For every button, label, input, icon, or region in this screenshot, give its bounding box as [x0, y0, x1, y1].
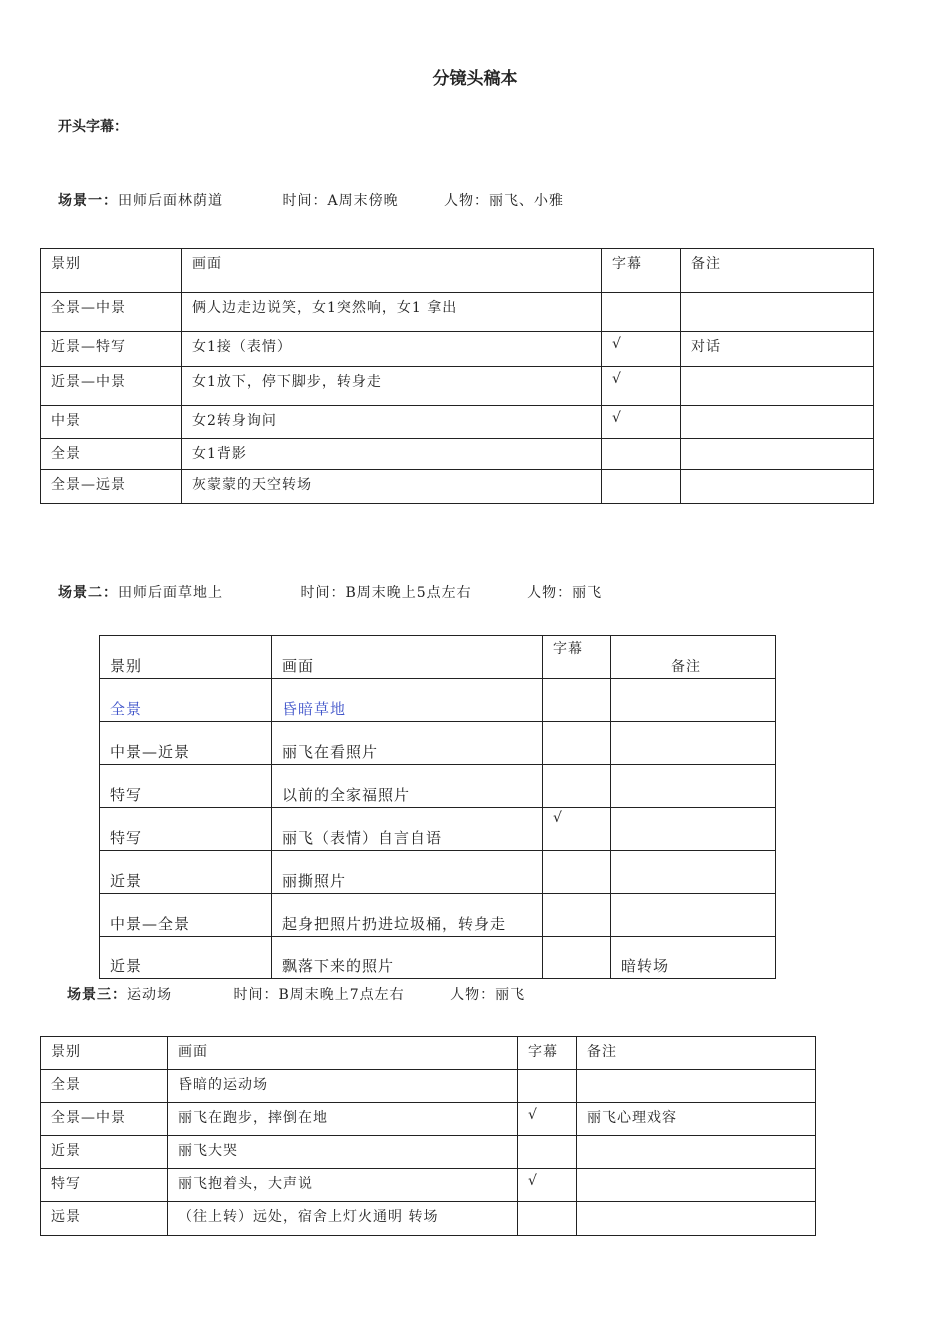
header-note: 备注 — [611, 636, 776, 679]
cell-subtitle: √ — [602, 332, 681, 367]
cell-note — [611, 765, 776, 808]
cell-picture: 女1背影 — [182, 439, 602, 470]
cell-picture: 灰蒙蒙的天空转场 — [182, 470, 602, 504]
scene1-info — [58, 190, 564, 210]
header-note: 备注 — [577, 1037, 816, 1070]
table-row — [100, 765, 776, 808]
cell-note — [611, 851, 776, 894]
cell-picture: 丽撕照片 — [272, 851, 543, 894]
scene3-time: 时间：B周末晚上7点左右 — [233, 987, 405, 1003]
cell-shot: 全景 — [100, 679, 272, 722]
cell-subtitle — [602, 439, 681, 470]
cell-picture: 女1放下，停下脚步，转身走 — [182, 367, 602, 406]
table-row — [100, 851, 776, 894]
table-row — [100, 722, 776, 765]
table-row — [41, 1136, 816, 1169]
cell-shot: 特写 — [41, 1169, 168, 1202]
header-note: 备注 — [681, 249, 874, 293]
scene1-place: 田师后面林荫道 — [118, 193, 223, 209]
table-row — [100, 679, 776, 722]
table-header-row — [41, 249, 874, 293]
header-subtitle: 字幕 — [518, 1037, 577, 1070]
cell-shot: 近景 — [41, 1136, 168, 1169]
cell-picture: 以前的全家福照片 — [272, 765, 543, 808]
cell-note: 对话 — [681, 332, 874, 367]
opening-subtitle-label: 开头字幕： — [58, 119, 128, 135]
header-shot: 景别 — [41, 1037, 168, 1070]
cell-shot: 近景 — [100, 937, 272, 979]
cell-subtitle — [543, 722, 611, 765]
scene2-label: 场景二： — [58, 585, 118, 601]
header-shot: 景别 — [100, 636, 272, 679]
cell-shot: 全景—中景 — [41, 293, 182, 332]
table-row — [100, 937, 776, 979]
cell-shot: 中景—全景 — [100, 894, 272, 937]
cell-note — [577, 1070, 816, 1103]
cell-note — [681, 367, 874, 406]
cell-picture: 俩人边走边说笑，女1突然响，女1 拿出 — [182, 293, 602, 332]
cell-note — [681, 439, 874, 470]
cell-note — [681, 293, 874, 332]
cell-note — [577, 1136, 816, 1169]
cell-subtitle: √ — [602, 406, 681, 439]
table-row — [41, 406, 874, 439]
table-header-row — [41, 1037, 816, 1070]
cell-subtitle — [602, 293, 681, 332]
cell-shot: 中景—近景 — [100, 722, 272, 765]
scene1-people: 人物：丽飞、小雅 — [444, 193, 565, 209]
table-row — [41, 1169, 816, 1202]
cell-shot: 全景—远景 — [41, 470, 182, 504]
table-row — [41, 1070, 816, 1103]
scene1-table — [40, 248, 874, 504]
cell-subtitle — [543, 937, 611, 979]
header-picture: 画面 — [272, 636, 543, 679]
cell-subtitle: √ — [543, 808, 611, 851]
scene3-label: 场景三： — [67, 987, 127, 1003]
cell-note: 暗转场 — [611, 937, 776, 979]
cell-note — [611, 679, 776, 722]
table-row — [41, 470, 874, 504]
page-title: 分镜头稿本 — [432, 69, 518, 89]
cell-shot: 全景—中景 — [41, 1103, 168, 1136]
cell-shot: 近景 — [100, 851, 272, 894]
cell-shot: 近景—特写 — [41, 332, 182, 367]
cell-picture: （往上转）远处，宿舍上灯火通明 转场 — [168, 1202, 518, 1236]
scene1-label: 场景一： — [58, 193, 118, 209]
scene3-people: 人物：丽飞 — [450, 987, 526, 1003]
cell-picture: 丽飞大哭 — [168, 1136, 518, 1169]
cell-picture: 女1接（表情） — [182, 332, 602, 367]
cell-shot: 特写 — [100, 765, 272, 808]
table-row — [41, 1202, 816, 1236]
cell-note — [577, 1169, 816, 1202]
scene1-time: 时间：A周末傍晚 — [282, 193, 399, 209]
scene3-table — [40, 1036, 816, 1236]
table-row — [100, 894, 776, 937]
cell-subtitle — [518, 1070, 577, 1103]
cell-picture: 女2转身询问 — [182, 406, 602, 439]
cell-subtitle — [518, 1202, 577, 1236]
cell-picture: 昏暗草地 — [272, 679, 543, 722]
cell-note — [611, 722, 776, 765]
scene2-info — [58, 582, 602, 602]
scene3-place: 运动场 — [127, 987, 172, 1003]
cell-subtitle: √ — [602, 367, 681, 406]
table-row — [41, 367, 874, 406]
header-shot: 景别 — [41, 249, 182, 293]
cell-shot: 中景 — [41, 406, 182, 439]
cell-note — [577, 1202, 816, 1236]
cell-shot: 全景 — [41, 439, 182, 470]
header-subtitle: 字幕 — [543, 636, 611, 679]
cell-shot: 特写 — [100, 808, 272, 851]
scene2-place: 田师后面草地上 — [118, 585, 223, 601]
cell-subtitle — [602, 470, 681, 504]
cell-subtitle — [543, 679, 611, 722]
table-row — [100, 808, 776, 851]
header-picture: 画面 — [182, 249, 602, 293]
cell-note — [681, 406, 874, 439]
cell-shot: 近景—中景 — [41, 367, 182, 406]
cell-shot: 远景 — [41, 1202, 168, 1236]
cell-picture: 丽飞（表情）自言自语 — [272, 808, 543, 851]
cell-picture: 飘落下来的照片 — [272, 937, 543, 979]
cell-shot: 全景 — [41, 1070, 168, 1103]
table-row — [41, 293, 874, 332]
scene2-time: 时间：B周末晚上5点左右 — [300, 585, 472, 601]
cell-picture: 丽飞抱着头，大声说 — [168, 1169, 518, 1202]
cell-picture: 起身把照片扔进垃圾桶，转身走 — [272, 894, 543, 937]
cell-note: 丽飞心理戏容 — [577, 1103, 816, 1136]
cell-note — [611, 808, 776, 851]
cell-subtitle — [518, 1136, 577, 1169]
cell-note — [611, 894, 776, 937]
cell-note — [681, 470, 874, 504]
header-subtitle: 字幕 — [602, 249, 681, 293]
cell-subtitle — [543, 894, 611, 937]
header-picture: 画面 — [168, 1037, 518, 1070]
cell-subtitle — [543, 765, 611, 808]
cell-picture: 丽飞在看照片 — [272, 722, 543, 765]
cell-subtitle: √ — [518, 1103, 577, 1136]
cell-picture: 丽飞在跑步，摔倒在地 — [168, 1103, 518, 1136]
table-row — [41, 439, 874, 470]
scene2-people: 人物：丽飞 — [527, 585, 603, 601]
table-header-row — [100, 636, 776, 679]
cell-subtitle: √ — [518, 1169, 577, 1202]
scene3-info — [67, 984, 525, 1004]
table-row — [41, 332, 874, 367]
cell-subtitle — [543, 851, 611, 894]
cell-picture: 昏暗的运动场 — [168, 1070, 518, 1103]
table-row — [41, 1103, 816, 1136]
scene2-table — [99, 635, 776, 979]
